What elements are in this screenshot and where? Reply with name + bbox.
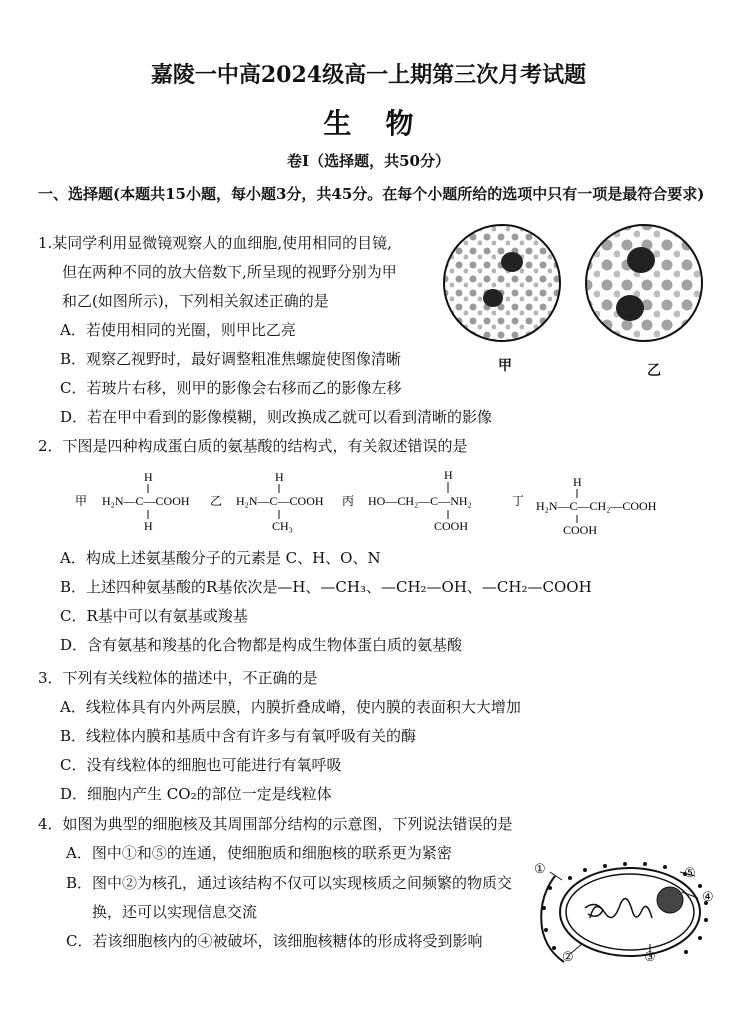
q2-option-c: C．R基中可以有氨基或羧基 — [60, 607, 248, 625]
structure-label-bing: 丙 — [342, 494, 355, 508]
q3-option-a: A．线粒体具有内外两层膜，内膜折叠成嵴，使内膜的表面积大大增加 — [60, 698, 521, 716]
svg-text:H: H — [144, 519, 153, 533]
structure-label-yi: 乙 — [210, 494, 223, 508]
section-heading: 卷Ⅰ（选择题，共50分） — [287, 152, 450, 170]
q3-option-b: B．线粒体内膜和基质中含有许多与有氧呼吸有关的酶 — [60, 727, 417, 745]
svg-text:HO—CH₂—C—NH₂: HO—CH₂—C—NH₂ — [368, 494, 472, 508]
nucleus-label-2: ② — [562, 950, 574, 965]
svg-text:H: H — [573, 475, 582, 489]
structure-label-jia: 甲 — [75, 494, 88, 508]
q4-option-b: B．图中②为核孔，通过该结构不仅可以实现核质之间频繁的物质交 — [66, 874, 513, 892]
q1-option-b: B．观察乙视野时，最好调整粗准焦螺旋使图像清晰 — [60, 350, 402, 368]
microscope-views-figure — [440, 218, 710, 383]
figure-label-yi: 乙 — [647, 363, 661, 379]
q3-option-c: C．没有线粒体的细胞也可能进行有氧呼吸 — [60, 756, 342, 774]
structure-label-ding: 丁 — [512, 494, 525, 508]
svg-text:H: H — [444, 468, 453, 482]
svg-text:H₂N—C—CH₂—COOH: H₂N—C—CH₂—COOH — [536, 499, 657, 513]
q1-stem-line-1: 1.某同学利用显微镜观察人的血细胞,使用相同的目镜, — [38, 234, 392, 252]
q3-stem: 3．下列有关线粒体的描述中，不正确的是 — [38, 669, 318, 687]
q3-option-d: D．细胞内产生 CO₂的部位一定是线粒体 — [60, 785, 332, 803]
q2-option-b: B．上述四种氨基酸的R基依次是—H、—CH₃、—CH₂—OH、—CH₂—COOH — [60, 578, 592, 596]
figure-label-jia: 甲 — [498, 358, 512, 374]
svg-text:H: H — [275, 470, 284, 484]
q4-option-b-cont: 换，还可以实现信息交流 — [92, 903, 258, 921]
q4-option-c: C．若该细胞核内的④被破坏，该细胞核糖体的形成将受到影响 — [66, 932, 483, 950]
section-instructions: 一、选择题(本题共15小题，每小题3分，共45分。在每个小题所给的选项中只有一项是最符合要求) — [38, 185, 705, 203]
q4-stem: 4．如图为典型的细胞核及其周围部分结构的示意图，下列说法错误的是 — [38, 815, 513, 833]
q4-option-a: A．图中①和⑤的连通，使细胞质和细胞核的联系更为紧密 — [66, 844, 452, 862]
nucleus-label-1: ① — [534, 862, 546, 877]
nucleus-label-5: ⑤ — [684, 866, 696, 881]
nucleus-label-3: ③ — [644, 950, 656, 965]
q1-option-d: D．若在甲中看到的影像模糊，则改换成乙就可以看到清晰的影像 — [60, 408, 493, 426]
nucleus-label-4: ④ — [702, 890, 714, 905]
svg-text:COOH: COOH — [434, 519, 469, 533]
svg-text:COOH: COOH — [563, 523, 598, 537]
q1-option-c: C．若玻片右移，则甲的影像会右移而乙的影像左移 — [60, 379, 402, 397]
view-yi — [586, 225, 702, 341]
q2-stem: 2．下图是四种构成蛋白质的氨基酸的结构式，有关叙述错误的是 — [38, 437, 468, 455]
svg-text:H₂N—C—COOH: H₂N—C—COOH — [102, 494, 190, 508]
q1-option-a: A．若使用相同的光圈，则甲比乙亮 — [60, 321, 296, 339]
q2-option-d: D．含有氨基和羧基的化合物都是构成生物体蛋白质的氨基酸 — [60, 636, 463, 654]
q2-option-a: A．构成上述氨基酸分子的元素是 C、H、O、N — [60, 549, 381, 567]
svg-text:CH₃: CH₃ — [272, 519, 293, 533]
amino-acid-structures — [70, 466, 680, 538]
q1-stem-line-3: 和乙(如图所示)，下列相关叙述正确的是 — [62, 292, 329, 310]
exam-subject: 生物 — [323, 107, 448, 140]
exam-title: 嘉陵一中高2024级高一上期第三次月考试题 — [150, 62, 587, 88]
view-jia — [444, 225, 560, 341]
svg-text:H₂N—C—COOH: H₂N—C—COOH — [236, 494, 324, 508]
nucleus-figure — [530, 858, 730, 970]
svg-text:H: H — [144, 470, 153, 484]
q1-stem-line-2: 但在两种不同的放大倍数下,所呈现的视野分别为甲 — [62, 263, 397, 281]
